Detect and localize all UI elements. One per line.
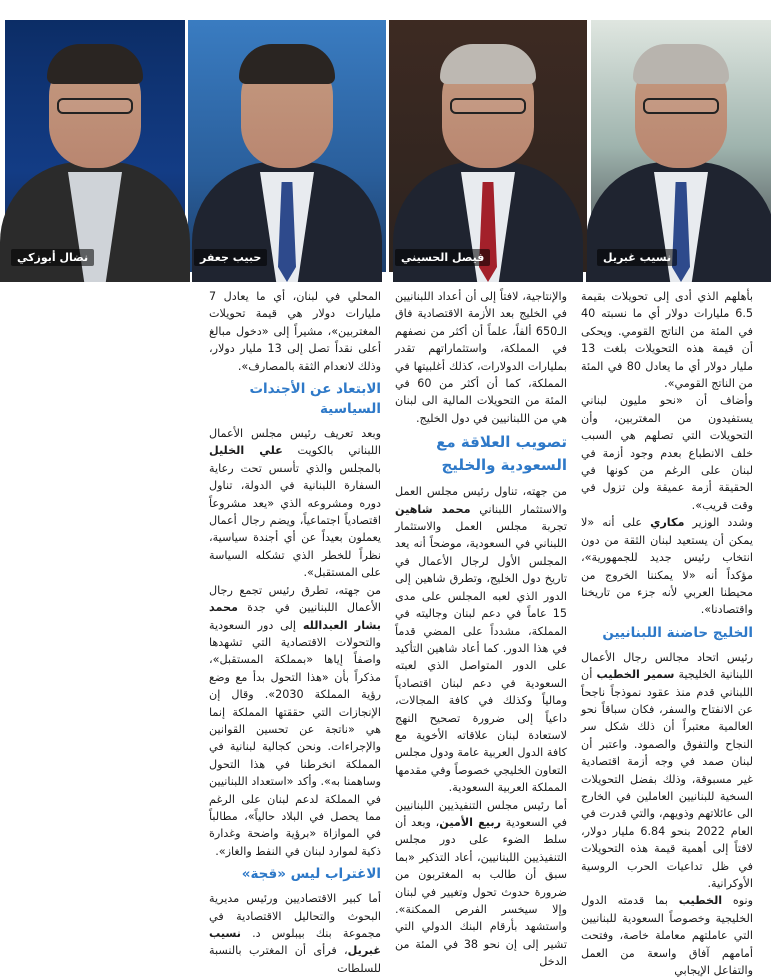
- bold-name: نسيب غبريل: [209, 927, 381, 958]
- paragraph: أما كبير الاقتصاديين ورئيس مديرية البحوث والتحاليل الاقتصادية في مجموعة بنك بيبلوس د. نسيب غبريل، فرأى أن المغترب بالنسبة للسلطات: [209, 892, 381, 975]
- section-heading: الاغتراب ليس «قجة»: [241, 866, 381, 883]
- section-heading: الخليج حاضنة اللبنانيين: [602, 624, 753, 641]
- article-column-1: [581, 288, 754, 978]
- portrait-photo: [389, 20, 587, 272]
- article-column-2: [395, 288, 568, 969]
- paragraph: أما رئيس مجلس التنفيذيين اللبنانيين في السعودية ربيع الأمين، وبعد أن سلط الضوء على دور مجلس التنفيذيين اللبنانيين، أعاد التذكير «بما سبق أن طالب به المغتربون من ضرورة حدوث تحول وتغيير في لبنان وإلا سيخسر الفرص الممكنة». واستشهد بأرقام البنك الدولي التي تشير إلى إن نحو 38 في المئة من الدخل: [395, 798, 567, 969]
- photo-caption: نسيب غبريل: [597, 249, 677, 266]
- paragraph: من جهته، تناول رئيس مجلس العمل والاستثمار اللبناني محمد شاهين تجربة مجلس العمل والاستثمار اللبناني في السعودية، موضحاً أنه يعد المجلس الأول لرجال الأعمال في تاريخ دول الخليج، وتطرق شاهين إلى الدور الذي لعبه المجلس على مدى 15 عاماً في دعم لبنان وجاليته في المملكة، مشدداً على المضي قدماً في هذا الدور. كما أعاد شاهين التأكيد على الدور المتواصل الذي لعبته السعودية في دعم لبنان اقتصادياً ومالياً وكذلك في كافة المجالات، داعياً إلى ضرورة تصحيح النهج لاستعادة لبنان علاقاته الأخوية مع كافة الدول العربية عامة ودول مجلس التعاون الخليجي خصوصاً وفي مقدمها المملكة العربية السعودية.: [395, 485, 567, 795]
- portrait-photo: [188, 20, 386, 272]
- paragraph: وبعد تعريف رئيس مجلس الأعمال اللبناني بالكويت علي الخليل بالمجلس والذي تأسس تحت رعاية السفارة اللبنانية في الدولة، تناول دوره ومشروعه الذي «يعد مشروعاً اقتصادياً اجتماعياً، ويضم رجال أعمال يعملون بعيداً عن أي أجندة سياسية، نظراً للخطر الذي تشكله السياسة على المستقبل».: [209, 427, 382, 580]
- bold-name: محمد بشار العبدالله: [209, 601, 381, 632]
- section-heading: الابتعاد عن الأجندات السياسية: [249, 381, 381, 418]
- bold-name: مكاري: [650, 516, 685, 530]
- section-heading: تصويب العلاقة مع السعودية والخليج: [436, 433, 567, 475]
- paragraph: بأهلهم الذي أدى إلى تحويلات بقيمة 6.5 مليارات دولار أي ما نسبته 40 في المئة من الناتج القومي. ويحكى أن قيمة هذه التحويلات بلغت 13 مليار دولار أي ما يعادل 80 في المئة من الناتج القومي».: [581, 290, 753, 391]
- photo-caption: حبيب جعفر: [194, 249, 267, 266]
- portrait-strip: [5, 20, 771, 272]
- portrait-photo: [591, 20, 771, 272]
- article-body: [23, 288, 754, 978]
- glasses-icon: [57, 98, 133, 114]
- paragraph: ونوه الخطيب بما قدمته الدول الخليجية وخصوصاً السعودية للبنانيين التي عاملتهم معاملة خاصة، وفتحت أمامهم آفاق واسعة من العمل والتفاعل الإيجابي: [581, 894, 753, 978]
- paragraph: والإنتاجية، لافتاً إلى أن أعداد اللبنانيين في الخليج بعد الأزمة الاقتصادية فاق الـ650 ألفاً، علماً أن أكثر من نصفهم في المملكة، واستثماراتهم تقدر بمليارات الدولارات، كذلك أغلبيتها في المملكة، كما أن أكثر من 60 في المئة من التحويلات المالية الى لبنان هي من اللبنانيين في دول الخليج.: [395, 290, 568, 425]
- glasses-icon: [643, 98, 719, 114]
- bold-name: ربيع الأمين: [439, 815, 501, 829]
- photo-caption: فيصل الحسيني: [395, 249, 490, 266]
- bold-name: الخطيب: [678, 894, 723, 908]
- paragraph: من جهته، تطرق رئيس تجمع رجال الأعمال اللبنانيين في جدة محمد بشار العبدالله إلى دور السعودية والتحولات الاقتصادية التي تشهدها واصفاً إياها «بمملكة المستقبل»، مذكراً بأن «هذا التحول بدأ مع وضع رؤية المملكة 2030». وقال إن الإنجازات التي حققتها المملكة إنما هي «ناتجة عن تحسين القوانين والإجراءات. ونحن كجالية لبنانية في المملكة انخرطنا في هذا التحول وساهمنا به». وأكد «استعداد اللبنانيين في المملكة لدعم لبنان على الرغم مما يحصل في البلاد حالياً»، مطالباً في الموازاة «برؤية واضحة وغدارة ذكية لموارد لبنان في النفط والغاز».: [209, 583, 381, 858]
- paragraph: وشدد الوزير مكاري على أنه «لا يمكن أن يستعيد لبنان الثقة من دون انتخاب رئيس جديد للجمهورية»، مؤكداً أنه «لا يمكننا الخروج من محيطنا العربي لأنه جزء من تاريخنا واقتصادنا».: [581, 516, 753, 617]
- paragraph: وأضاف أن «نحو مليون لبناني يستفيدون من المغتربين، وأن التحويلات التي تصلهم هي السبب خلف الانطباع بعدم وجود أزمة في لبنان على الرغم من كونها في الحقيقة أزمة عميقة ولن تزول في وقت قريب».: [581, 394, 753, 512]
- bold-name: محمد شاهين: [395, 502, 471, 516]
- paragraph: المحلي في لبنان، أي ما يعادل 7 مليارات دولار هي قيمة تحويلات المغتربين»، مشيراً إلى «دخول مبالغ أعلى نقداً تصل إلى 13 مليار دولار، وذلك لانعدام الثقة بالمصارف».: [209, 290, 382, 373]
- portrait-photo: [5, 20, 185, 272]
- article-column-3: [209, 288, 382, 975]
- magazine-page: [5, 0, 771, 978]
- bold-name: سمير الخطيب: [596, 668, 675, 682]
- paragraph: رئيس اتحاد مجالس رجال الأعمال اللبنانية الخليجية سمير الخطيب أن اللبناني قدم منذ عقود نموذجاً ناجحاً عن الانفتاح والسفر، فكان سباقاً نحو العالمية معتبراً أن ذلك شكل سر النجاح والتفوق والصمود. واعتبر أن لبنان صمد في وجه أزمة اقتصادية غير مسبوقة، وذلك بفضل التحويلات السخية للبنانيين العاملين في الخارج الى عائلاتهم وذويهم، والتي قدرت في العام 2022 بنحو 6.84 مليار دولار، لافتاً إلى أهمية قيمة هذه التحويلات في ظل تداعيات الحرب الروسية الأوكرانية.: [581, 650, 754, 890]
- photo-caption: نضال أبوزكي: [11, 249, 94, 266]
- bold-name: علي الخليل: [209, 444, 283, 458]
- glasses-icon: [450, 98, 526, 114]
